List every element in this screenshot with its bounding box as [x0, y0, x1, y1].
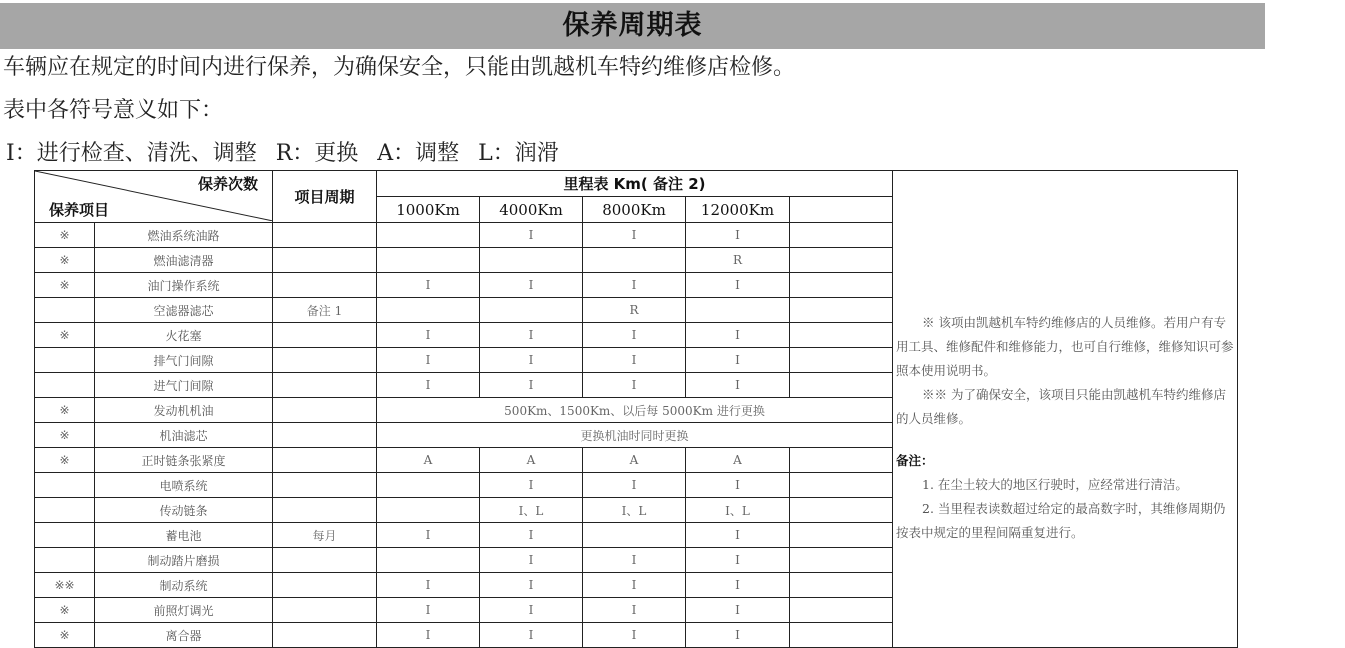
row-mark: ※ — [35, 448, 95, 473]
row-mark: ※ — [35, 398, 95, 423]
legend-lubricate: L：润滑 — [478, 141, 559, 166]
row-value: I — [686, 548, 790, 573]
row-value — [790, 223, 893, 248]
row-mark — [35, 473, 95, 498]
row-item-name: 燃油系统油路 — [95, 223, 273, 248]
row-mark — [35, 523, 95, 548]
row-period — [273, 598, 377, 623]
km-col-8000: 8000Km — [583, 197, 686, 223]
row-value: R — [583, 298, 686, 323]
row-value: I — [583, 223, 686, 248]
row-value: I — [686, 473, 790, 498]
row-value: I — [480, 548, 583, 573]
row-value: I — [480, 323, 583, 348]
row-item-name: 蓄电池 — [95, 523, 273, 548]
km-col-4000: 4000Km — [480, 197, 583, 223]
row-span-note: 500Km、1500Km、以后每 5000Km 进行更换 — [377, 398, 893, 423]
row-item-name: 正时链条张紧度 — [95, 448, 273, 473]
row-value: I — [377, 598, 480, 623]
row-value: I、L — [686, 498, 790, 523]
row-item-name: 油门操作系统 — [95, 273, 273, 298]
row-value: I — [480, 273, 583, 298]
row-period — [273, 373, 377, 398]
row-value — [790, 498, 893, 523]
row-item-name: 制动踏片磨损 — [95, 548, 273, 573]
row-value — [583, 248, 686, 273]
page-title: 保养周期表 — [0, 3, 1265, 49]
row-mark: ※ — [35, 598, 95, 623]
row-value — [790, 248, 893, 273]
row-value: I — [583, 348, 686, 373]
intro-line-2: 表中各符号意义如下： — [3, 98, 224, 123]
row-value: I、L — [583, 498, 686, 523]
row-value: I — [583, 273, 686, 298]
row-period — [273, 473, 377, 498]
symbol-legend — [6, 136, 571, 167]
row-item-name: 传动链条 — [95, 498, 273, 523]
row-mark: ※ — [35, 623, 95, 648]
row-item-name: 机油滤芯 — [95, 423, 273, 448]
row-value: I — [377, 623, 480, 648]
row-value — [790, 273, 893, 298]
row-mark: ※ — [35, 248, 95, 273]
row-value: I — [583, 548, 686, 573]
row-value — [790, 623, 893, 648]
maintenance-schedule-table — [34, 170, 1238, 648]
notes-block — [896, 311, 1234, 545]
row-mark — [35, 298, 95, 323]
row-value: A — [377, 448, 480, 473]
row-period — [273, 273, 377, 298]
row-period — [273, 573, 377, 598]
row-value — [377, 223, 480, 248]
row-value — [790, 573, 893, 598]
notes-cell — [893, 171, 1238, 648]
row-value: I — [480, 473, 583, 498]
legend-inspect: I：进行检查、清洗、调整 — [6, 141, 257, 166]
km-col-12000: 12000Km — [686, 197, 790, 223]
row-value: I — [377, 573, 480, 598]
row-value: A — [480, 448, 583, 473]
row-value: I — [686, 598, 790, 623]
row-value — [790, 473, 893, 498]
row-value — [790, 548, 893, 573]
row-value: I — [480, 348, 583, 373]
remark-1: 1. 在尘土较大的地区行驶时，应经常进行清洁。 — [922, 477, 1188, 492]
note-double-mark: ※※ 为了确保安全，该项目只能由凯越机车特约维修店的人员维修。 — [896, 387, 1226, 426]
row-value: I — [686, 348, 790, 373]
row-value: I — [583, 373, 686, 398]
row-value: I — [583, 573, 686, 598]
km-col-1000: 1000Km — [377, 197, 480, 223]
row-value — [790, 598, 893, 623]
row-value: I — [686, 273, 790, 298]
header-maintenance-count: 保养次数 — [197, 175, 258, 193]
row-value: I — [686, 373, 790, 398]
row-item-name: 前照灯调光 — [95, 598, 273, 623]
row-value: I — [480, 573, 583, 598]
row-value: I — [686, 223, 790, 248]
row-item-name: 发动机机油 — [95, 398, 273, 423]
row-value — [790, 323, 893, 348]
row-value: I — [480, 523, 583, 548]
row-item-name: 排气门间隙 — [95, 348, 273, 373]
row-value — [790, 348, 893, 373]
row-item-name: 火花塞 — [95, 323, 273, 348]
row-item-name: 离合器 — [95, 623, 273, 648]
row-value: I — [377, 323, 480, 348]
row-mark — [35, 348, 95, 373]
row-value: I — [583, 473, 686, 498]
row-value: I — [480, 623, 583, 648]
row-period — [273, 448, 377, 473]
row-value: I — [377, 273, 480, 298]
row-period — [273, 248, 377, 273]
row-value: I — [583, 598, 686, 623]
row-item-name: 空滤器滤芯 — [95, 298, 273, 323]
row-mark: ※※ — [35, 573, 95, 598]
row-value — [583, 523, 686, 548]
row-period — [273, 398, 377, 423]
row-value — [377, 473, 480, 498]
row-value: I — [480, 598, 583, 623]
row-value — [790, 523, 893, 548]
header-item-period: 项目周期 — [273, 171, 377, 223]
row-period: 备注 1 — [273, 298, 377, 323]
header-odometer: 里程表 Km( 备注 2) — [377, 171, 893, 197]
row-period — [273, 548, 377, 573]
km-col-blank — [790, 197, 893, 223]
row-period — [273, 423, 377, 448]
row-value: I — [377, 373, 480, 398]
intro-line-1: 车辆应在规定的时间内进行保养，为确保安全，只能由凯越机车特约维修店检修。 — [3, 55, 796, 80]
row-value: I — [480, 373, 583, 398]
header-diagonal-cell — [35, 171, 273, 223]
row-mark — [35, 498, 95, 523]
row-item-name: 进气门间隙 — [95, 373, 273, 398]
row-period — [273, 348, 377, 373]
row-mark: ※ — [35, 223, 95, 248]
row-value: I、L — [480, 498, 583, 523]
row-value: A — [583, 448, 686, 473]
row-mark — [35, 548, 95, 573]
row-value: I — [686, 573, 790, 598]
row-item-name: 燃油滤清器 — [95, 248, 273, 273]
row-mark: ※ — [35, 323, 95, 348]
row-mark: ※ — [35, 423, 95, 448]
row-item-name: 制动系统 — [95, 573, 273, 598]
row-mark: ※ — [35, 273, 95, 298]
row-value: R — [686, 248, 790, 273]
row-span-note: 更换机油时同时更换 — [377, 423, 893, 448]
row-value: I — [377, 523, 480, 548]
row-value — [790, 373, 893, 398]
row-value — [377, 248, 480, 273]
row-period — [273, 323, 377, 348]
row-value: I — [480, 223, 583, 248]
row-value: I — [686, 323, 790, 348]
row-period: 每月 — [273, 523, 377, 548]
row-mark — [35, 373, 95, 398]
row-value — [790, 298, 893, 323]
legend-replace: R：更换 — [275, 141, 359, 166]
row-value — [480, 248, 583, 273]
row-value — [377, 298, 480, 323]
row-value — [377, 548, 480, 573]
row-value: I — [583, 323, 686, 348]
note-single-mark: ※ 该项由凯越机车特约维修店的人员维修。若用户有专用工具、维修配件和维修能力，也可自行维修，维修知识可参照本使用说明书。 — [896, 315, 1234, 378]
row-value — [480, 298, 583, 323]
row-value — [377, 498, 480, 523]
row-value — [686, 298, 790, 323]
row-value: A — [686, 448, 790, 473]
row-period — [273, 223, 377, 248]
row-value — [790, 448, 893, 473]
row-period — [273, 498, 377, 523]
row-item-name: 电喷系统 — [95, 473, 273, 498]
row-value: I — [377, 348, 480, 373]
header-maintenance-item: 保养项目 — [49, 201, 110, 219]
row-period — [273, 623, 377, 648]
row-value: I — [686, 623, 790, 648]
row-value: I — [583, 623, 686, 648]
remark-2: 2. 当里程表读数超过给定的最高数字时，其维修周期仍按表中规定的里程间隔重复进行。 — [896, 501, 1226, 540]
row-value: I — [686, 523, 790, 548]
remarks-title: 备注： — [896, 453, 934, 468]
legend-adjust: A：调整 — [377, 141, 460, 166]
